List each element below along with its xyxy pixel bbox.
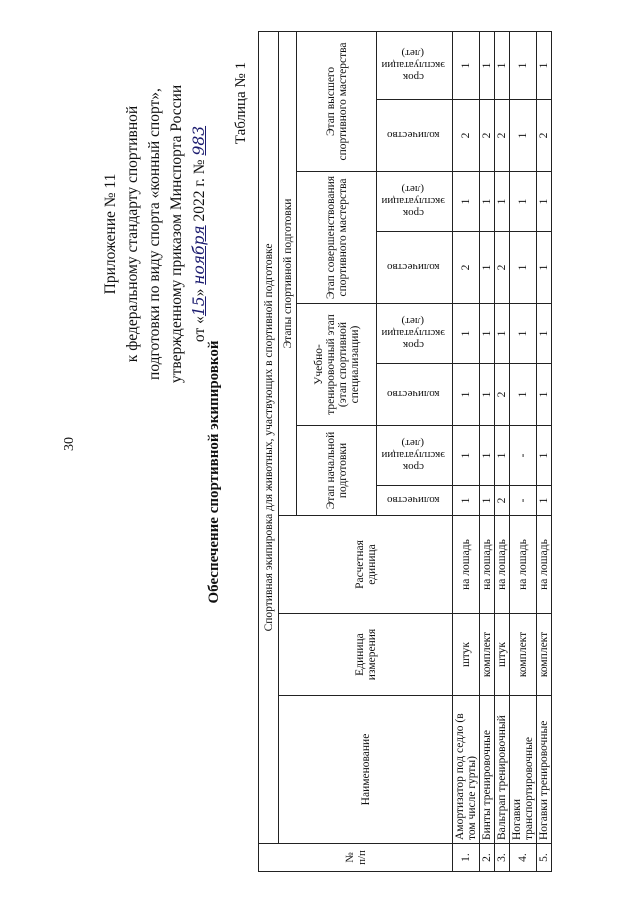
cell-value: 1 bbox=[453, 304, 480, 364]
cell-value: 1 bbox=[495, 304, 510, 364]
cell-value: 1 bbox=[480, 486, 495, 516]
cell-value: 1 bbox=[537, 426, 552, 486]
cell-value: 2 bbox=[495, 100, 510, 172]
sub-term: срок эксплуатации (лет) bbox=[377, 304, 453, 364]
date-year: 2022 г. № bbox=[191, 159, 208, 222]
appendix-line-2: к федеральному стандарту спортивной bbox=[124, 105, 141, 363]
cell-value: 1 bbox=[453, 172, 480, 232]
table-row bbox=[537, 31, 552, 871]
header-name: Наименование bbox=[279, 696, 453, 844]
cell-value: 1 bbox=[537, 172, 552, 232]
stage-highest: Этап высшего спортивного мастерства bbox=[297, 31, 377, 171]
appendix-header bbox=[100, 54, 211, 414]
cell-value: - bbox=[510, 486, 537, 516]
cell-value: 1 bbox=[495, 172, 510, 232]
cell-value: 2 bbox=[537, 100, 552, 172]
row-num: 2. bbox=[480, 844, 495, 872]
date-month-handwritten: ноября bbox=[190, 225, 208, 285]
cell-value: 1 bbox=[453, 486, 480, 516]
cell-value: 1 bbox=[537, 232, 552, 304]
header-calc: Расчетная единица bbox=[279, 516, 453, 614]
stage-training: Учебно-тренировочный этап (этап спортивной специализации) bbox=[297, 304, 377, 426]
cell-value: 1 bbox=[495, 31, 510, 99]
sub-qty: количество bbox=[377, 100, 453, 172]
table-row bbox=[453, 31, 480, 871]
document-title: Обеспечение спортивной экипировкой bbox=[206, 340, 222, 604]
cell-value: 1 bbox=[480, 172, 495, 232]
header-num: № п/п bbox=[259, 844, 453, 872]
rotated-page-content bbox=[100, 32, 550, 872]
page-number: 30 bbox=[62, 437, 77, 451]
date-mid: » bbox=[191, 288, 208, 297]
cell-value: 1 bbox=[480, 426, 495, 486]
cell-value: 2 bbox=[495, 232, 510, 304]
stage-initial: Этап начальной подготовки bbox=[297, 426, 377, 516]
cell-value: 1 bbox=[480, 364, 495, 426]
row-calc: на лошадь bbox=[495, 516, 510, 614]
cell-value: 1 bbox=[453, 31, 480, 99]
row-name: Амортизатор под седло (в том числе гурты) bbox=[453, 696, 480, 844]
cell-value: 2 bbox=[480, 100, 495, 172]
header-main: Спортивная экипировка для животных, участвующих в спортивной подготовке bbox=[259, 31, 279, 843]
row-unit: комплект bbox=[537, 614, 552, 696]
sub-qty: количество bbox=[377, 232, 453, 304]
sub-qty: количество bbox=[377, 486, 453, 516]
table-row bbox=[480, 31, 495, 871]
cell-value: 1 bbox=[480, 232, 495, 304]
row-unit: комплект bbox=[480, 614, 495, 696]
cell-value: 2 bbox=[453, 232, 480, 304]
cell-value: 1 bbox=[510, 172, 537, 232]
equipment-table bbox=[258, 31, 552, 872]
cell-value: 1 bbox=[510, 304, 537, 364]
cell-value: 1 bbox=[510, 364, 537, 426]
row-num: 1. bbox=[453, 844, 480, 872]
row-name: Бинты тренировочные bbox=[480, 696, 495, 844]
cell-value: 1 bbox=[480, 31, 495, 99]
cell-value: 1 bbox=[510, 100, 537, 172]
order-number-handwritten: 983 bbox=[190, 125, 208, 156]
appendix-line-3: подготовки по виду спорта «конный спорт», bbox=[146, 88, 163, 380]
table-row bbox=[495, 31, 510, 871]
cell-value: 1 bbox=[495, 426, 510, 486]
cell-value: 1 bbox=[510, 31, 537, 99]
stage-improvement: Этап совершенствования спортивного мастерства bbox=[297, 172, 377, 304]
cell-value: 1 bbox=[537, 31, 552, 99]
cell-value: 1 bbox=[537, 486, 552, 516]
header-stages: Этапы спортивной подготовки bbox=[279, 31, 297, 515]
appendix-line-1: Приложение № 11 bbox=[102, 173, 119, 295]
header-unit: Единица измерения bbox=[279, 614, 453, 696]
row-unit: штук bbox=[495, 614, 510, 696]
row-num: 4. bbox=[510, 844, 537, 872]
cell-value: 1 bbox=[453, 364, 480, 426]
appendix-line-4: утвержденному приказом Минспорта России bbox=[168, 84, 185, 384]
cell-value: 1 bbox=[537, 364, 552, 426]
cell-value: 2 bbox=[453, 100, 480, 172]
cell-value: 1 bbox=[480, 304, 495, 364]
cell-value: 1 bbox=[453, 426, 480, 486]
row-calc: на лошадь bbox=[480, 516, 495, 614]
sub-term: срок эксплуатации (лет) bbox=[377, 426, 453, 486]
row-num: 5. bbox=[537, 844, 552, 872]
cell-value: 2 bbox=[495, 364, 510, 426]
date-prefix: от « bbox=[191, 316, 208, 343]
row-name: Ногавки транспортировочные bbox=[510, 696, 537, 844]
row-calc: на лошадь bbox=[510, 516, 537, 614]
cell-value: 1 bbox=[537, 304, 552, 364]
row-unit: штук bbox=[453, 614, 480, 696]
date-day-handwritten: 15 bbox=[190, 296, 208, 317]
row-calc: на лошадь bbox=[537, 516, 552, 614]
row-unit: комплект bbox=[510, 614, 537, 696]
row-calc: на лошадь bbox=[453, 516, 480, 614]
table-row bbox=[510, 31, 537, 871]
sub-term: срок эксплуатации (лет) bbox=[377, 172, 453, 232]
cell-value: 1 bbox=[510, 232, 537, 304]
row-name: Вальтрап тренировочный bbox=[495, 696, 510, 844]
row-name: Ногавки тренировочные bbox=[537, 696, 552, 844]
cell-value: - bbox=[510, 426, 537, 486]
sub-term: срок эксплуатации (лет) bbox=[377, 31, 453, 99]
table-label: Таблица № 1 bbox=[233, 62, 249, 145]
row-num: 3. bbox=[495, 844, 510, 872]
sub-qty: количество bbox=[377, 364, 453, 426]
cell-value: 2 bbox=[495, 486, 510, 516]
